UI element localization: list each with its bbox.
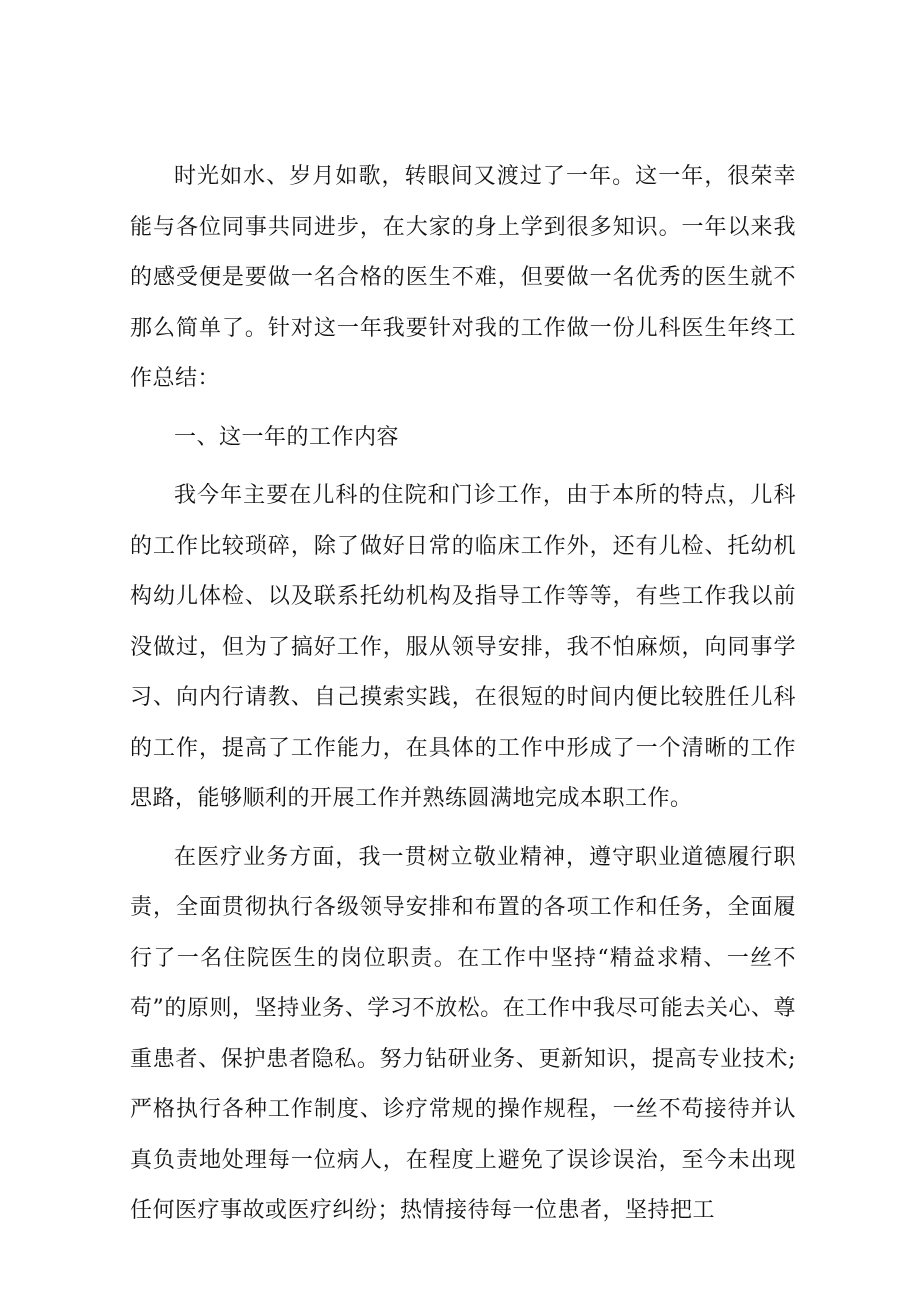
document-body [130,152,796,1245]
paragraph-intro: 时光如水、岁月如歌，转眼间又渡过了一年。这一年，很荣幸能与各位同事共同进步，在大家的身上学到很多知识。一年以来我的感受便是要做一名合格的医生不难，但要做一名优秀的医生就不那么简单了。针对这一年我要针对我的工作做一份儿科医生年终工作总结： [130,164,796,391]
paragraph-work-content: 我今年主要在儿科的住院和门诊工作，由于本所的特点，儿科的工作比较琐碎，除了做好日常的临床工作外，还有儿检、托幼机构幼儿体检、以及联系托幼机构及指导工作等等，有些工作我以前没做过，但为了搞好工作，服从领导安排，我不怕麻烦，向同事学习、向内行请教、自己摸索实践，在很短的时间内便比较胜任儿科的工作，提高了工作能力，在具体的工作中形成了一个清晰的工作思路，能够顺利的开展工作并熟练圆满地完成本职工作。 [130,483,796,811]
paragraph-medical-service: 在医疗业务方面，我一贯树立敬业精神，遵守职业道德履行职责，全面贯彻执行各级领导安排和布置的各项工作和任务，全面履行了一名住院医生的岗位职责。在工作中坚持“精益求精、一丝不苟”的原则，坚持业务、学习不放松。在工作中我尽可能去关心、尊重患者、保护患者隐私。努力钻研业务、更新知识，提高专业技术;严格执行各种工作制度、诊疗常规的操作规程，一丝不苟接待并认真负责地处理每一位病人，在程度上避免了误诊误治，至今未出现任何医疗事故或医疗纠纷；热情接待每一位患者，坚持把工 [130,844,796,1223]
section-heading: 一、这一年的工作内容 [174,424,400,450]
